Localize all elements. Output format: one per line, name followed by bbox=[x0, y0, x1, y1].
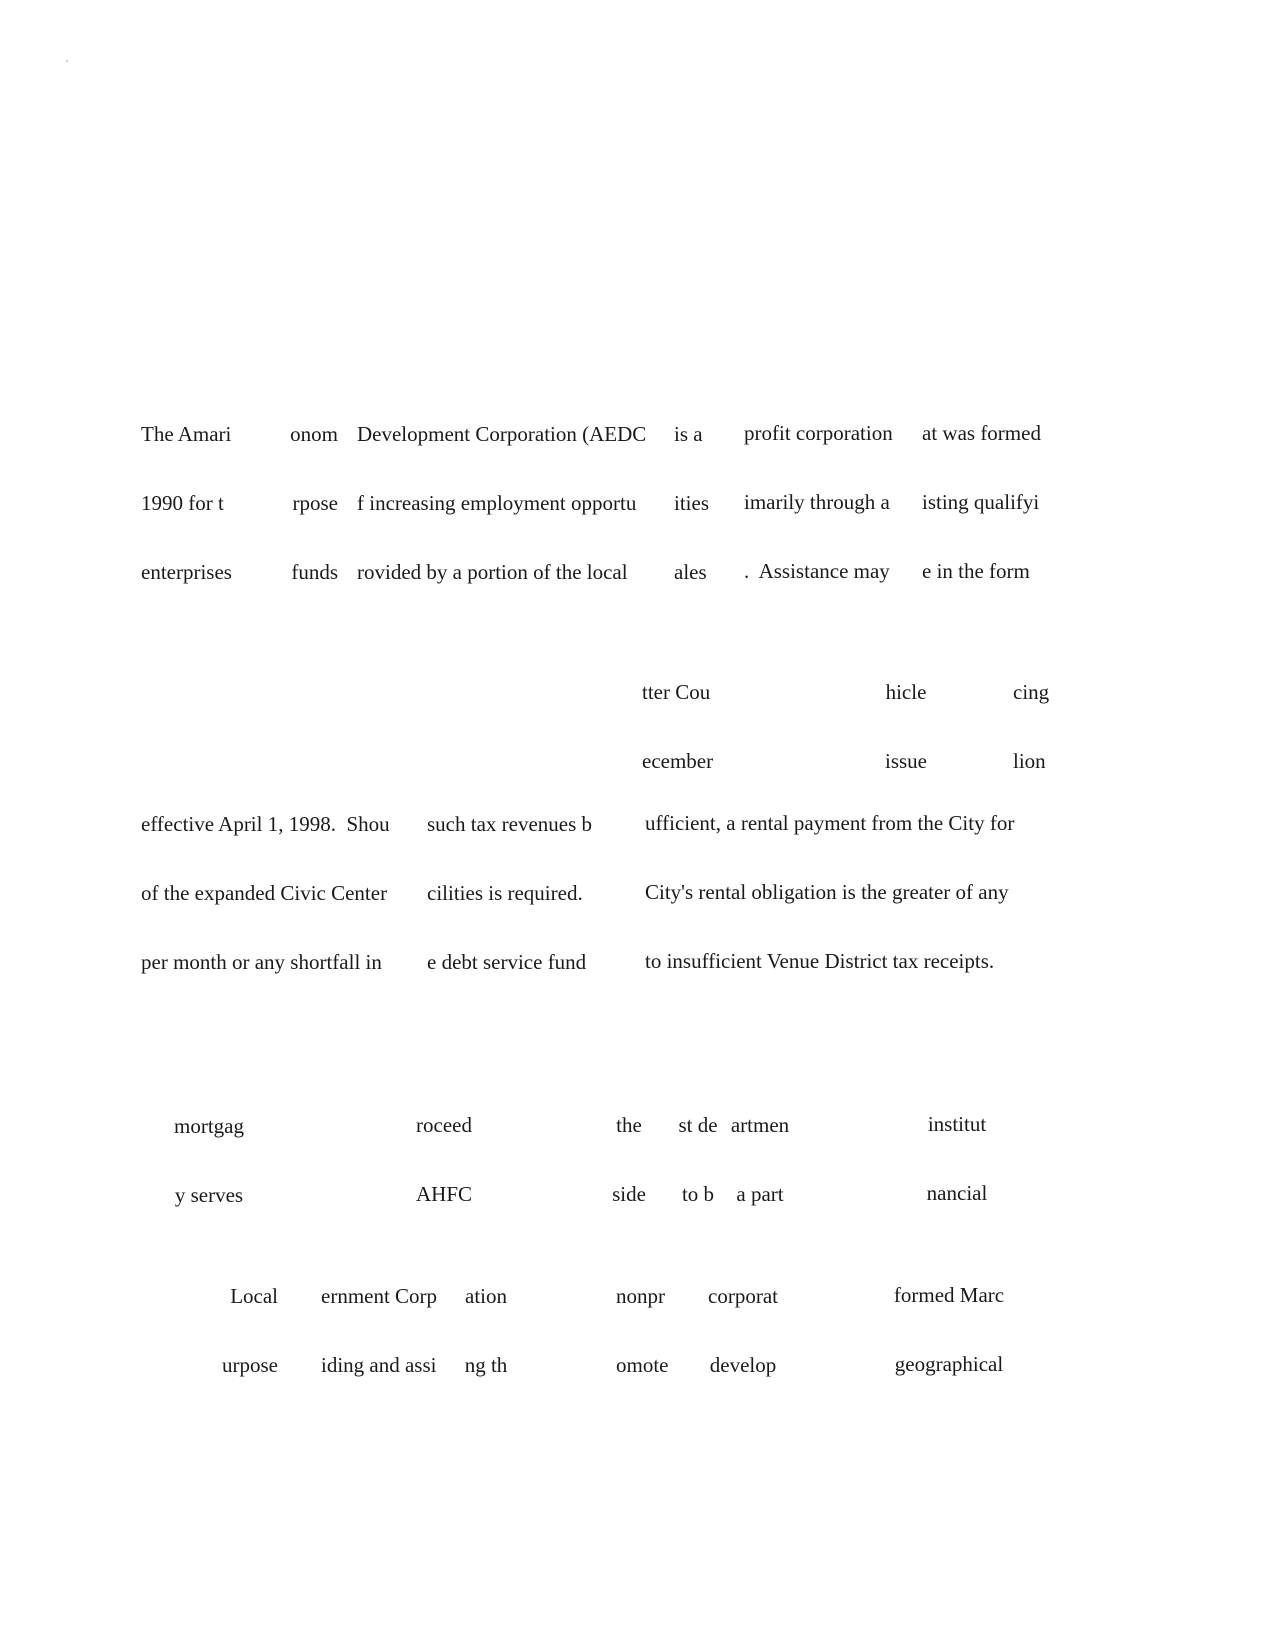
text-line: per month or any shortfall in bbox=[141, 950, 382, 974]
scan-speck bbox=[66, 60, 68, 62]
council-fragment-3 bbox=[1013, 635, 1049, 819]
text-line: iding and assi bbox=[321, 1353, 437, 1377]
text-line: isting qualifyi bbox=[922, 490, 1040, 514]
text-line: e in the form bbox=[922, 559, 1030, 583]
text-line: . Assistance may bbox=[744, 559, 890, 583]
text-line: to insufficient Venue District tax receipts. bbox=[645, 949, 995, 973]
text-line: 1990 for t bbox=[141, 491, 224, 515]
ahfc-fragment-2 bbox=[406, 1068, 482, 1252]
ahfc-fragment-6 bbox=[916, 1067, 998, 1251]
text-line: effective April 1, 1998. Shou bbox=[141, 812, 390, 836]
text-line: a part bbox=[736, 1182, 784, 1206]
aedc-fragment-2 bbox=[282, 377, 338, 630]
lgc-fragment-6 bbox=[888, 1238, 1010, 1422]
text-line: ities bbox=[674, 491, 709, 515]
text-line: Local bbox=[230, 1284, 278, 1308]
ahfc-fragment-4 bbox=[674, 1068, 722, 1252]
text-line: y serves bbox=[174, 1183, 244, 1207]
text-line: ales bbox=[674, 560, 707, 584]
text-line: enterprises bbox=[141, 560, 232, 584]
text-line: lion bbox=[1013, 749, 1046, 773]
text-line: issue bbox=[885, 749, 927, 773]
rental-fragment-3 bbox=[645, 766, 1014, 1019]
text-line: cing bbox=[1013, 680, 1050, 704]
text-line: rpose bbox=[292, 491, 338, 515]
text-line: onom bbox=[290, 422, 338, 446]
text-line: rovided by a portion of the local bbox=[357, 560, 628, 584]
ahfc-fragment-5 bbox=[726, 1068, 794, 1252]
text-line: side bbox=[612, 1182, 646, 1206]
text-line: ecember bbox=[642, 749, 714, 773]
text-line: cilities is required. bbox=[427, 881, 583, 905]
aedc-fragment-1 bbox=[141, 377, 232, 630]
text-line: City's rental obligation is the greater of any bbox=[645, 880, 1009, 904]
text-line: imarily through a bbox=[744, 490, 890, 514]
lgc-fragment-3 bbox=[460, 1239, 512, 1423]
rental-fragment-2 bbox=[427, 767, 592, 1020]
aedc-fragment-3 bbox=[357, 377, 646, 630]
aedc-fragment-4 bbox=[674, 377, 709, 630]
text-line: f increasing employment opportu bbox=[357, 491, 637, 515]
text-line: develop bbox=[709, 1353, 777, 1377]
text-line: ation bbox=[465, 1284, 507, 1308]
text-line: Development Corporation (AEDC bbox=[357, 422, 647, 446]
rental-fragment-1 bbox=[141, 767, 390, 1020]
aedc-fragment-6 bbox=[922, 376, 1041, 629]
text-line: geographical bbox=[894, 1352, 1004, 1376]
text-line: tter Cou bbox=[642, 680, 711, 704]
lgc-fragment-1 bbox=[208, 1239, 278, 1423]
text-line: AHFC bbox=[415, 1182, 473, 1206]
text-line: funds bbox=[291, 560, 338, 584]
aedc-fragment-5 bbox=[744, 376, 893, 629]
text-line: the bbox=[616, 1113, 642, 1137]
text-line: st de bbox=[678, 1113, 718, 1137]
text-line: of the expanded Civic Center bbox=[141, 881, 388, 905]
text-line: roceed bbox=[416, 1113, 472, 1137]
text-line: urpose bbox=[222, 1353, 278, 1377]
text-line: profit corporation bbox=[744, 421, 893, 445]
text-line: formed Marc bbox=[893, 1283, 1005, 1307]
text-line: hicle bbox=[885, 680, 927, 704]
text-line: ng th bbox=[464, 1353, 508, 1377]
ahfc-fragment-1 bbox=[164, 1069, 254, 1253]
text-line: at was formed bbox=[922, 421, 1041, 445]
text-line: corporat bbox=[708, 1284, 778, 1308]
text-line: mortgag bbox=[174, 1114, 244, 1138]
text-line: to b bbox=[681, 1182, 715, 1206]
text-line: ernment Corp bbox=[321, 1284, 438, 1308]
text-line: omote bbox=[616, 1353, 669, 1377]
text-line: e debt service fund bbox=[427, 950, 587, 974]
text-line: ufficient, a rental payment from the City for bbox=[645, 811, 1015, 835]
ahfc-fragment-3 bbox=[606, 1068, 652, 1252]
text-line: such tax revenues b bbox=[427, 812, 593, 836]
lgc-fragment-4 bbox=[616, 1239, 669, 1423]
text-line: artmen bbox=[730, 1113, 790, 1137]
text-line: The Amari bbox=[141, 422, 232, 446]
text-line: is a bbox=[674, 422, 703, 446]
text-line: nancial bbox=[926, 1181, 988, 1205]
text-line: institut bbox=[927, 1112, 987, 1136]
text-line: nonpr bbox=[616, 1284, 665, 1308]
lgc-fragment-2 bbox=[321, 1239, 437, 1423]
lgc-fragment-5 bbox=[702, 1239, 784, 1423]
